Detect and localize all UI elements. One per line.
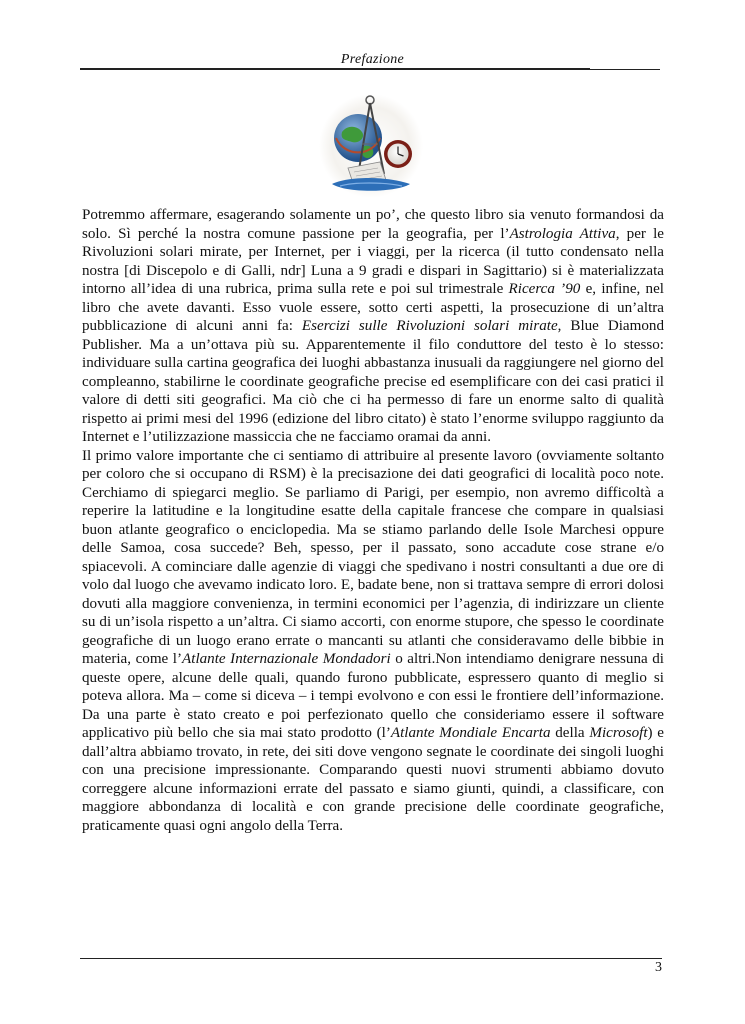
running-header-title: Prefazione: [340, 52, 405, 67]
body-text-run: Il primo valore importante che ci sentiamo di attribuire al presente lavoro (ovviamente soltanto per coloro che si occupano di RSM) è la precisazione dei dati geografici di località poco note. Cerchiamo di spiegarci meglio. Se parliamo di Parigi, per esempio, non avremo difficoltà a reperire la latitudine e la longitudine esatte della capitale francese che compare in qualsiasi buon atlante geografico o enciclopedia. Ma se stiamo parlando delle Isole Marchesi oppure delle Samoa, cosa succede? Beh, spesso, per il passato, sono accadute cose strane e/o spiacevoli. A cominciare dalle agenzie di viaggi che spedivano i nostri consultanti a due ore di volo dal luogo che avevamo indicato loro. E, badate bene, non si trattava sempre di errori dolosi dovuti alla maggiore convenienza, in termini economici per l’agenzia, di indirizzare un cliente su di un’isola rispetto a un’altra. Ci siamo accorti, con enorme stupore, che spesso le coordinate geografiche di un luogo erano errate o mancanti su atlanti che consideravamo delle bibbie in materia, come l’: [82, 447, 664, 667]
body-text: [82, 206, 664, 835]
footer-rule: [80, 958, 662, 959]
italic-title-text: Ricerca ’90: [508, 281, 581, 297]
body-text-run: Potremmo affermare, esagerando solamente un po’, che questo libro sia venuto formandosi da solo. Sì perché la nostra comune passione per la geografia, per l’: [82, 207, 664, 242]
italic-title-text: Atlante Mondiale Encarta: [390, 725, 551, 741]
italic-title-text: Astrologia Attiva: [509, 225, 616, 242]
italic-title-text: Microsoft: [589, 725, 648, 741]
italic-title-text: Atlante Internazionale Mondadori: [182, 651, 391, 667]
page-number: 3: [655, 960, 662, 975]
italic-title-text: Esercizi sulle Rivoluzioni solari mirate: [301, 318, 558, 334]
body-text-run: , Blue Diamond Publisher. Ma a un’ottava più su. Apparentemente il filo conduttore del testo è lo stesso: individuare sulla cartina geografica dei luoghi abbastanza inusuali da raggiungere nel giorno del compleanno, stabilirne le coordinate geografiche precise ed esemplificare con dei casi pratici il valore di detti siti geografici. Ma ciò che ci ha permesso di fare un enorme salto di qualità rispetto ai primi mesi del 1996 (edizione del libro citato) è stato l’enorme sviluppo raggiunto da Internet e l’utilizzazione massiccia che ne facciamo oramai da anni.: [82, 318, 664, 445]
body-text-run: e, infine, nel libro che avete davanti. Esso vuole essere, sotto certi aspetti, la prosecuzione di un’altra pubblicazione di alcuni anni fa:: [82, 281, 664, 334]
header-rule-thick: [80, 68, 590, 70]
body-text-run: , per le Rivoluzioni solari mirate, per Internet, per i viaggi, per la ricerca (il tutto condensato nella nostra [di Discepolo e di Galli, ndr] Luna a 9 gradi e dispari in Sagittario) si è materializzata intorno all’idea di una rubrica, prima sulla rete e poi sul trimestrale: [82, 225, 664, 297]
body-text-run: o altri.Non intendiamo denigrare nessuna di queste opere, alcune delle quali, quando furono pubblicate, espressero quanto di meglio si poteva allora. Ma – come si diceva – i tempi evolvono e con essi le frontiere dell’informazione. Da una parte è stato creato e poi perfezionato quello che consideriamo essere il software applicativo più bello che sia mai stato prodotto (l’: [82, 651, 664, 741]
globe-compass-clock-illustration: [318, 88, 424, 200]
header-rule-thin: [590, 69, 660, 70]
body-text-run: ) e dall’altra abbiamo trovato, in rete, dei siti dove vengono segnate le coordinate dei singoli luoghi con una precisione impressionante. Comparando questi nuovi strumenti abbiamo dovuto correggere alcune informazioni errate del passato e siamo giunti, quindi, a classificare, con maggiore abbondanza di località e con grande precisione delle coordinate geografiche, praticamente quasi ogni angolo della Terra.: [82, 725, 665, 834]
body-text-run: della: [550, 725, 590, 741]
paragraph-2: [82, 447, 664, 836]
paragraph-1: [82, 206, 664, 447]
